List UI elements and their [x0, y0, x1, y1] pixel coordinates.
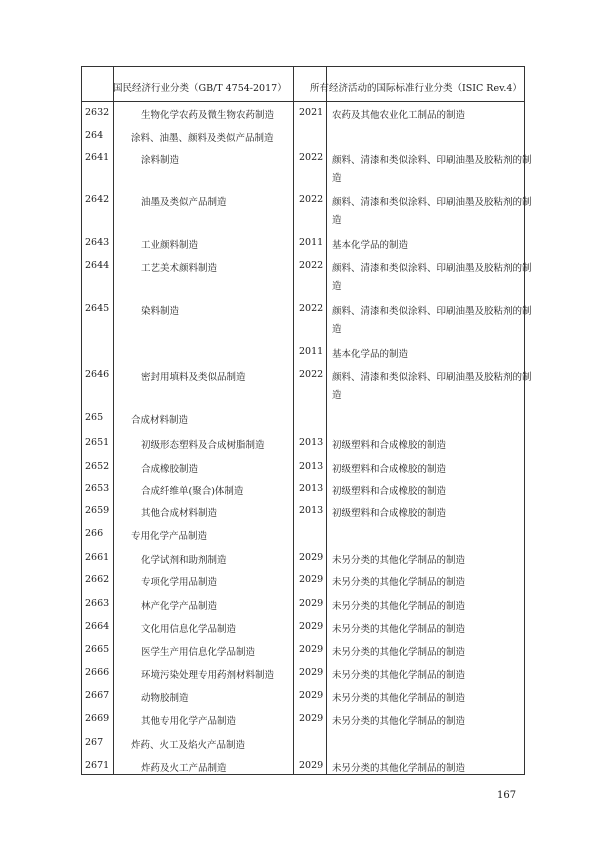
isic-code: 2029 — [299, 598, 324, 609]
isic-code: 2013 — [299, 483, 324, 494]
table-row — [82, 303, 532, 335]
gb-code: 265 — [85, 412, 104, 423]
table-row — [82, 260, 532, 292]
gb-code: 2671 — [85, 760, 110, 771]
gb-name: 涂料、油墨、颜料及类似产品制造 — [131, 133, 274, 144]
gb-code: 2632 — [85, 107, 110, 118]
isic-name: 农药及其他农业化工制品的制造 — [332, 110, 466, 121]
isic-name: 未另分类的其他化学制品的制造 — [332, 647, 466, 658]
gb-name: 炸药及火工产品制造 — [141, 763, 227, 774]
table-row — [82, 598, 524, 618]
gb-code: 2669 — [85, 713, 110, 724]
isic-code: 2022 — [299, 369, 324, 380]
isic-name: 未另分类的其他化学制品的制造 — [332, 693, 466, 704]
gb-code: 2659 — [85, 505, 110, 516]
isic-name-cont: 造 — [332, 215, 342, 226]
gb-code: 2641 — [85, 152, 110, 163]
gb-name: 专用化学产品制造 — [131, 531, 208, 542]
isic-name: 未另分类的其他化学制品的制造 — [332, 601, 466, 612]
gb-name: 工艺美术颜料制造 — [141, 263, 218, 274]
gb-name: 炸药、火工及焰火产品制造 — [131, 740, 246, 751]
isic-code: 2011 — [299, 346, 324, 357]
gb-name: 工业颜料制造 — [141, 240, 199, 251]
gb-code: 2642 — [85, 194, 110, 205]
isic-code: 2029 — [299, 760, 324, 771]
table-row — [82, 505, 524, 525]
isic-name: 颜料、清漆和类似涂料、印刷油墨及胶粘剂的制 — [332, 263, 532, 274]
gb-name: 生物化学农药及微生物农药制造 — [141, 110, 275, 121]
isic-code: 2021 — [299, 107, 324, 118]
gb-code: 2665 — [85, 644, 110, 655]
table-row — [82, 461, 524, 481]
table-row — [82, 644, 524, 664]
isic-code: 2029 — [299, 667, 324, 678]
table-row — [82, 194, 532, 226]
isic-name: 基本化学品的制造 — [332, 349, 409, 360]
gb-name: 密封用填料及类似品制造 — [141, 372, 246, 383]
isic-code: 2029 — [299, 644, 324, 655]
isic-code: 2022 — [299, 152, 324, 163]
isic-code: 2013 — [299, 437, 324, 448]
isic-name: 未另分类的其他化学制品的制造 — [332, 555, 466, 566]
table-row — [82, 412, 524, 432]
isic-name: 颜料、清漆和类似涂料、印刷油墨及胶粘剂的制 — [332, 155, 532, 166]
isic-name: 颜料、清漆和类似涂料、印刷油墨及胶粘剂的制 — [332, 372, 532, 383]
isic-code: 2029 — [299, 621, 324, 632]
isic-code: 2029 — [299, 574, 324, 585]
gb-name: 合成材料制造 — [131, 415, 189, 426]
gb-code: 2667 — [85, 690, 110, 701]
table-row — [82, 152, 532, 184]
header-gb: 国民经济行业分类（GB/T 4754-2017） — [113, 83, 287, 94]
gb-code: 2653 — [85, 483, 110, 494]
gb-name: 动物胶制造 — [141, 693, 189, 704]
classification-table — [81, 66, 532, 775]
gb-code: 2652 — [85, 461, 110, 472]
isic-name: 未另分类的其他化学制品的制造 — [332, 670, 466, 681]
isic-name: 初级塑料和合成橡胶的制造 — [332, 464, 447, 475]
gb-name: 文化用信息化学品制造 — [141, 624, 237, 635]
isic-name: 颜料、清漆和类似涂料、印刷油墨及胶粘剂的制 — [332, 197, 532, 208]
table-row — [82, 760, 524, 780]
gb-name: 环境污染处理专用药剂材料制造 — [141, 670, 275, 681]
table-row — [82, 737, 524, 757]
gb-code: 2661 — [85, 552, 110, 563]
page-number: 167 — [497, 790, 517, 801]
gb-name: 专项化学用品制造 — [141, 577, 218, 588]
gb-code: 2663 — [85, 598, 110, 609]
table-row — [82, 483, 524, 503]
isic-code: 2022 — [299, 260, 324, 271]
isic-code: 2011 — [299, 237, 324, 248]
isic-code: 2013 — [299, 461, 324, 472]
gb-code: 2666 — [85, 667, 110, 678]
gb-code: 2664 — [85, 621, 110, 632]
table-row — [82, 237, 524, 257]
table-row — [82, 437, 524, 457]
isic-name: 未另分类的其他化学制品的制造 — [332, 716, 466, 727]
table-row — [82, 552, 524, 572]
table-row — [82, 107, 524, 127]
table-row — [82, 667, 524, 687]
gb-name: 其他专用化学产品制造 — [141, 716, 237, 727]
isic-name-cont: 造 — [332, 281, 342, 292]
isic-name: 初级塑料和合成橡胶的制造 — [332, 440, 447, 451]
table-row — [82, 346, 524, 366]
isic-code: 2022 — [299, 303, 324, 314]
gb-code: 2646 — [85, 369, 110, 380]
gb-name: 油墨及类似产品制造 — [141, 197, 227, 208]
isic-code: 2029 — [299, 713, 324, 724]
table-row — [82, 690, 524, 710]
gb-name: 合成纤维单(聚合)体制造 — [141, 486, 244, 497]
gb-code: 266 — [85, 528, 104, 539]
header-divider — [82, 101, 524, 102]
gb-code: 2662 — [85, 574, 110, 585]
isic-name-cont: 造 — [332, 390, 342, 401]
gb-name: 涂料制造 — [141, 155, 180, 166]
isic-name-cont: 造 — [332, 173, 342, 184]
gb-name: 医学生产用信息化学品制造 — [141, 647, 256, 658]
gb-code: 264 — [85, 130, 104, 141]
gb-code: 2643 — [85, 237, 110, 248]
gb-name: 合成橡胶制造 — [141, 464, 199, 475]
isic-name: 初级塑料和合成橡胶的制造 — [332, 508, 447, 519]
isic-code: 2029 — [299, 552, 324, 563]
isic-name: 未另分类的其他化学制品的制造 — [332, 763, 466, 774]
gb-name: 其他合成材料制造 — [141, 508, 218, 519]
gb-code: 2645 — [85, 303, 110, 314]
gb-code: 2651 — [85, 437, 110, 448]
isic-name: 颜料、清漆和类似涂料、印刷油墨及胶粘剂的制 — [332, 306, 532, 317]
isic-name: 未另分类的其他化学制品的制造 — [332, 577, 466, 588]
gb-name: 初级形态塑料及合成树脂制造 — [141, 440, 265, 451]
isic-name: 未另分类的其他化学制品的制造 — [332, 624, 466, 635]
table-row — [82, 528, 524, 548]
isic-code: 2029 — [299, 690, 324, 701]
isic-name: 初级塑料和合成橡胶的制造 — [332, 486, 447, 497]
gb-code: 2644 — [85, 260, 110, 271]
gb-name: 染料制造 — [141, 306, 180, 317]
table-row — [82, 369, 532, 401]
gb-name: 林产化学产品制造 — [141, 601, 218, 612]
table-row — [82, 130, 524, 150]
isic-name-cont: 造 — [332, 324, 342, 335]
isic-code: 2013 — [299, 505, 324, 516]
table-row — [82, 621, 524, 641]
gb-name: 化学试剂和助剂制造 — [141, 555, 227, 566]
isic-name: 基本化学品的制造 — [332, 240, 409, 251]
isic-code: 2022 — [299, 194, 324, 205]
gb-code: 267 — [85, 737, 104, 748]
header-isic: 所有经济活动的国际标准行业分类（ISIC Rev.4） — [310, 83, 522, 94]
table-row — [82, 574, 524, 594]
table-row — [82, 713, 524, 733]
